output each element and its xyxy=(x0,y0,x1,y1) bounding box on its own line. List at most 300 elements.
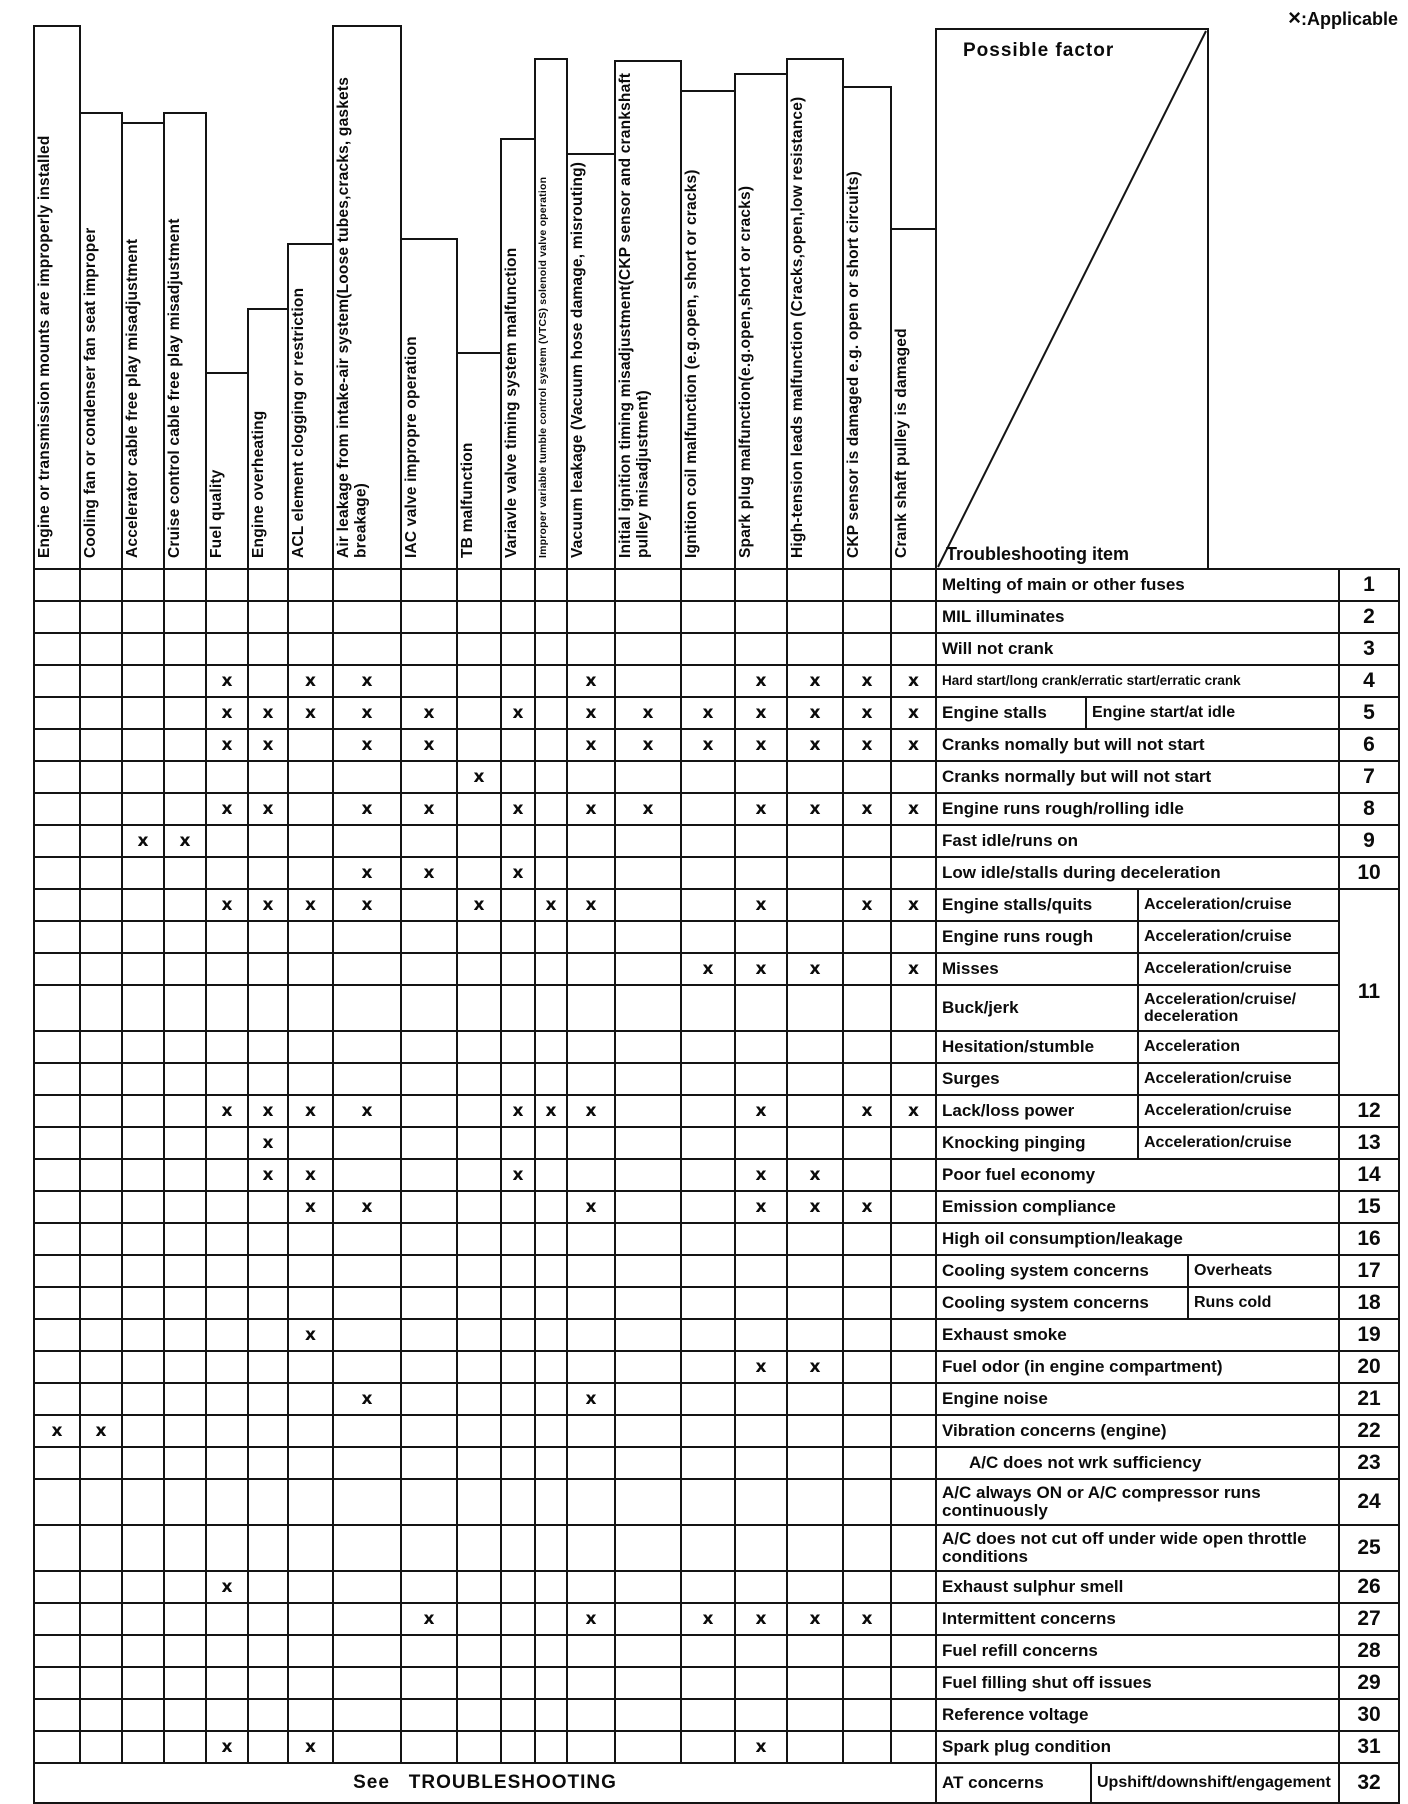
matrix-cell xyxy=(842,600,892,634)
matrix-cell xyxy=(500,664,536,698)
matrix-cell xyxy=(614,1158,682,1192)
matrix-cell xyxy=(456,1382,502,1416)
matrix-cell xyxy=(33,1286,81,1320)
matrix-cell xyxy=(680,1062,736,1096)
matrix-cell xyxy=(456,1446,502,1480)
matrix-cell xyxy=(456,1730,502,1764)
matrix-cell xyxy=(287,984,334,1032)
matrix-cell xyxy=(534,1730,568,1764)
matrix-cell xyxy=(79,1318,123,1352)
matrix-cell xyxy=(205,1158,249,1192)
matrix-cell xyxy=(121,1698,165,1732)
matrix-cell xyxy=(500,728,536,762)
matrix-cell xyxy=(534,1158,568,1192)
matrix-cell xyxy=(33,760,81,794)
applicable-mark: x xyxy=(566,728,616,762)
matrix-cell xyxy=(614,1414,682,1448)
matrix-cell xyxy=(890,1666,937,1700)
matrix-cell xyxy=(121,1570,165,1604)
matrix-cell xyxy=(734,1634,788,1668)
matrix-cell xyxy=(614,920,682,954)
matrix-cell xyxy=(890,1030,937,1064)
matrix-cell xyxy=(163,1414,207,1448)
applicable-mark: x xyxy=(287,1158,334,1192)
matrix-cell xyxy=(332,1414,402,1448)
row-number: 20 xyxy=(1338,1350,1400,1384)
matrix-cell xyxy=(79,1730,123,1764)
factor-header xyxy=(614,60,682,570)
matrix-cell xyxy=(400,600,458,634)
factor-header-label: ACL element clogging or restriction xyxy=(290,287,307,558)
applicable-mark: x xyxy=(332,856,402,890)
row-label: A/C does not wrk sufficiency xyxy=(935,1446,1340,1480)
matrix-cell xyxy=(163,792,207,826)
factor-header-label: Engine overheating xyxy=(250,410,267,558)
matrix-cell xyxy=(247,1698,289,1732)
matrix-cell xyxy=(79,1446,123,1480)
matrix-cell xyxy=(332,1698,402,1732)
matrix-cell xyxy=(332,1666,402,1700)
matrix-cell xyxy=(734,920,788,954)
matrix-cell xyxy=(287,1634,334,1668)
row-label: MIL illuminates xyxy=(935,600,1340,634)
matrix-cell xyxy=(205,824,249,858)
matrix-cell xyxy=(400,760,458,794)
matrix-cell xyxy=(247,1666,289,1700)
matrix-cell xyxy=(734,1254,788,1288)
row-label: Misses xyxy=(935,952,1139,986)
matrix-cell xyxy=(500,1524,536,1572)
row-label: Knocking pinging xyxy=(935,1126,1139,1160)
matrix-cell xyxy=(247,1524,289,1572)
applicable-mark: x xyxy=(786,1190,844,1224)
factor-header-label: Cruise control cable free play misadjustment xyxy=(166,218,183,558)
row-label: Spark plug condition xyxy=(935,1730,1340,1764)
matrix-cell xyxy=(400,824,458,858)
applicable-mark: x xyxy=(786,728,844,762)
matrix-cell xyxy=(205,1478,249,1526)
matrix-cell xyxy=(842,1666,892,1700)
row-label: Melting of main or other fuses xyxy=(935,568,1340,602)
matrix-cell xyxy=(287,920,334,954)
diagonal-divider-line xyxy=(937,30,1207,568)
matrix-cell xyxy=(534,632,568,666)
row-label: Fuel filling shut off issues xyxy=(935,1666,1340,1700)
matrix-cell xyxy=(890,824,937,858)
matrix-cell xyxy=(332,1634,402,1668)
matrix-cell xyxy=(566,632,616,666)
matrix-cell xyxy=(890,1414,937,1448)
matrix-cell xyxy=(247,1570,289,1604)
matrix-cell xyxy=(734,1222,788,1256)
matrix-cell xyxy=(786,1094,844,1128)
matrix-cell xyxy=(890,1382,937,1416)
matrix-cell xyxy=(842,1318,892,1352)
matrix-cell xyxy=(614,1126,682,1160)
matrix-cell xyxy=(614,952,682,986)
matrix-cell xyxy=(79,1190,123,1224)
matrix-cell xyxy=(566,1318,616,1352)
applicable-mark: x xyxy=(734,664,788,698)
matrix-cell xyxy=(786,1698,844,1732)
matrix-cell xyxy=(332,1446,402,1480)
applicable-mark: x xyxy=(842,696,892,730)
factor-header xyxy=(33,25,81,570)
matrix-cell xyxy=(33,1318,81,1352)
matrix-cell xyxy=(79,952,123,986)
matrix-cell xyxy=(121,1126,165,1160)
matrix-cell xyxy=(786,760,844,794)
row-label: Vibration concerns (engine) xyxy=(935,1414,1340,1448)
matrix-cell xyxy=(680,568,736,602)
matrix-cell xyxy=(163,1126,207,1160)
matrix-cell xyxy=(680,856,736,890)
matrix-cell xyxy=(400,1190,458,1224)
matrix-cell xyxy=(500,824,536,858)
applicable-mark: x xyxy=(842,728,892,762)
matrix-cell xyxy=(680,1570,736,1604)
matrix-cell xyxy=(890,1254,937,1288)
row-number: 8 xyxy=(1338,792,1400,826)
matrix-cell xyxy=(456,984,502,1032)
matrix-cell xyxy=(566,920,616,954)
matrix-cell xyxy=(786,1030,844,1064)
matrix-cell xyxy=(247,1286,289,1320)
matrix-cell xyxy=(400,1318,458,1352)
matrix-cell xyxy=(614,568,682,602)
matrix-cell xyxy=(33,1602,81,1636)
matrix-cell xyxy=(247,856,289,890)
matrix-cell xyxy=(121,1602,165,1636)
matrix-cell xyxy=(842,632,892,666)
row-label: A/C always ON or A/C compressor runs continuously xyxy=(935,1478,1340,1526)
matrix-cell xyxy=(205,1222,249,1256)
matrix-cell xyxy=(79,1126,123,1160)
factor-header xyxy=(534,58,568,570)
row-label: Fuel odor (in engine compartment) xyxy=(935,1350,1340,1384)
factor-header-label: Initial ignition timing misadjustment(CKP sensor and crankshaft pulley misadjustment) xyxy=(617,72,652,558)
applicable-mark: x xyxy=(614,792,682,826)
matrix-cell xyxy=(786,1478,844,1526)
matrix-cell xyxy=(332,632,402,666)
matrix-cell xyxy=(79,792,123,826)
matrix-cell xyxy=(456,632,502,666)
row-number: 32 xyxy=(1338,1762,1400,1804)
matrix-cell xyxy=(500,1030,536,1064)
matrix-cell xyxy=(500,984,536,1032)
matrix-cell xyxy=(614,1478,682,1526)
factor-header xyxy=(734,73,788,570)
applicable-mark: x xyxy=(890,728,937,762)
matrix-cell xyxy=(534,1254,568,1288)
applicable-mark: x xyxy=(163,824,207,858)
matrix-cell xyxy=(680,1286,736,1320)
matrix-cell xyxy=(205,1446,249,1480)
matrix-cell xyxy=(33,1094,81,1128)
row-number: 6 xyxy=(1338,728,1400,762)
matrix-cell xyxy=(287,1698,334,1732)
matrix-cell xyxy=(734,1126,788,1160)
matrix-cell xyxy=(33,568,81,602)
row-label: AT concerns xyxy=(935,1762,1092,1804)
applicable-mark: x xyxy=(842,664,892,698)
matrix-cell xyxy=(500,1478,536,1526)
matrix-cell xyxy=(163,568,207,602)
matrix-cell xyxy=(332,1286,402,1320)
matrix-cell xyxy=(79,1698,123,1732)
matrix-cell xyxy=(534,1478,568,1526)
matrix-cell xyxy=(566,1634,616,1668)
matrix-cell xyxy=(400,632,458,666)
matrix-cell xyxy=(205,632,249,666)
matrix-cell xyxy=(842,856,892,890)
matrix-cell xyxy=(121,632,165,666)
matrix-cell xyxy=(163,728,207,762)
matrix-cell xyxy=(614,1318,682,1352)
matrix-cell xyxy=(734,600,788,634)
matrix-cell xyxy=(680,1126,736,1160)
matrix-cell xyxy=(842,952,892,986)
matrix-cell xyxy=(33,1524,81,1572)
matrix-cell xyxy=(163,1350,207,1384)
row-label: Cranks nomally but will not start xyxy=(935,728,1340,762)
matrix-cell xyxy=(205,920,249,954)
applicable-mark: x xyxy=(332,696,402,730)
matrix-cell xyxy=(163,1570,207,1604)
matrix-cell xyxy=(121,1446,165,1480)
matrix-cell xyxy=(534,1062,568,1096)
matrix-cell xyxy=(332,1478,402,1526)
matrix-cell xyxy=(680,792,736,826)
matrix-cell xyxy=(247,952,289,986)
matrix-cell xyxy=(614,664,682,698)
matrix-cell xyxy=(614,1634,682,1668)
matrix-cell xyxy=(500,568,536,602)
applicable-mark: x xyxy=(680,1602,736,1636)
matrix-cell xyxy=(400,1094,458,1128)
matrix-cell xyxy=(842,1350,892,1384)
applicable-mark: x xyxy=(786,696,844,730)
matrix-cell xyxy=(287,600,334,634)
troubleshooting-item-heading: Troubleshooting item xyxy=(946,544,1129,564)
matrix-cell xyxy=(33,1478,81,1526)
matrix-cell xyxy=(500,1382,536,1416)
matrix-cell xyxy=(534,1030,568,1064)
matrix-cell xyxy=(680,888,736,922)
matrix-cell xyxy=(500,1570,536,1604)
matrix-cell xyxy=(500,1318,536,1352)
matrix-cell xyxy=(842,1414,892,1448)
matrix-cell xyxy=(400,1414,458,1448)
matrix-cell xyxy=(842,1570,892,1604)
matrix-cell xyxy=(33,792,81,826)
matrix-cell xyxy=(614,1730,682,1764)
matrix-cell xyxy=(287,856,334,890)
matrix-cell xyxy=(163,1062,207,1096)
matrix-cell xyxy=(734,984,788,1032)
matrix-cell xyxy=(121,1286,165,1320)
matrix-cell xyxy=(332,1030,402,1064)
row-number: 31 xyxy=(1338,1730,1400,1764)
row-number: 29 xyxy=(1338,1666,1400,1700)
matrix-cell xyxy=(734,1478,788,1526)
matrix-cell xyxy=(332,1602,402,1636)
matrix-cell xyxy=(163,952,207,986)
factor-header-label: CKP sensor is damaged e.g. open or short circuits) xyxy=(845,171,862,558)
matrix-cell xyxy=(890,856,937,890)
matrix-cell xyxy=(456,568,502,602)
matrix-cell xyxy=(121,1524,165,1572)
applicable-mark: x xyxy=(842,1602,892,1636)
matrix-cell xyxy=(890,1634,937,1668)
matrix-cell xyxy=(79,1634,123,1668)
factor-header-label: Improper variable tumble control system (VTCS) solenoid valve operation xyxy=(537,176,549,558)
matrix-cell xyxy=(566,824,616,858)
matrix-cell xyxy=(566,760,616,794)
applicable-mark: x xyxy=(456,760,502,794)
matrix-cell xyxy=(734,1666,788,1700)
factor-header-label: TB malfunction xyxy=(459,442,476,558)
matrix-cell xyxy=(842,1158,892,1192)
matrix-cell xyxy=(614,1666,682,1700)
matrix-cell xyxy=(456,1286,502,1320)
factor-header xyxy=(332,25,402,570)
applicable-mark: x xyxy=(500,1158,536,1192)
applicable-mark: x xyxy=(247,1094,289,1128)
matrix-cell xyxy=(786,1062,844,1096)
matrix-cell xyxy=(332,1126,402,1160)
matrix-cell xyxy=(332,1318,402,1352)
matrix-cell xyxy=(890,1190,937,1224)
matrix-cell xyxy=(456,1062,502,1096)
matrix-cell xyxy=(33,1350,81,1384)
matrix-cell xyxy=(614,1254,682,1288)
matrix-cell xyxy=(614,1222,682,1256)
matrix-cell xyxy=(500,1414,536,1448)
matrix-cell xyxy=(121,1094,165,1128)
matrix-cell xyxy=(121,1030,165,1064)
matrix-cell xyxy=(566,1286,616,1320)
matrix-cell xyxy=(786,1634,844,1668)
matrix-cell xyxy=(680,1222,736,1256)
matrix-cell xyxy=(400,1524,458,1572)
applicable-mark: x xyxy=(566,1602,616,1636)
applicable-mark: x xyxy=(205,728,249,762)
applicable-mark: x xyxy=(734,792,788,826)
matrix-cell xyxy=(332,568,402,602)
matrix-cell xyxy=(163,984,207,1032)
row-number: 18 xyxy=(1338,1286,1400,1320)
matrix-cell xyxy=(842,1730,892,1764)
matrix-cell xyxy=(79,1030,123,1064)
diagonal-corner-box xyxy=(935,28,1209,570)
applicable-mark: x xyxy=(247,888,289,922)
matrix-cell xyxy=(566,568,616,602)
row-sublabel: Overheats xyxy=(1187,1254,1340,1288)
matrix-cell xyxy=(456,1318,502,1352)
matrix-cell xyxy=(121,1222,165,1256)
applicable-mark: x xyxy=(33,1414,81,1448)
matrix-cell xyxy=(332,1570,402,1604)
row-label: Cooling system concerns xyxy=(935,1286,1189,1320)
matrix-cell xyxy=(456,1158,502,1192)
matrix-cell xyxy=(79,632,123,666)
applicable-mark: x xyxy=(205,792,249,826)
matrix-cell xyxy=(121,792,165,826)
matrix-cell xyxy=(534,1570,568,1604)
applicable-mark: x xyxy=(287,1094,334,1128)
matrix-cell xyxy=(842,1030,892,1064)
matrix-cell xyxy=(734,1446,788,1480)
matrix-cell xyxy=(680,1094,736,1128)
matrix-cell xyxy=(163,1190,207,1224)
matrix-cell xyxy=(287,568,334,602)
matrix-cell xyxy=(287,1350,334,1384)
matrix-cell xyxy=(247,920,289,954)
matrix-cell xyxy=(79,888,123,922)
matrix-cell xyxy=(205,1350,249,1384)
matrix-cell xyxy=(890,1570,937,1604)
row-label: Engine runs rough/rolling idle xyxy=(935,792,1340,826)
matrix-cell xyxy=(332,1730,402,1764)
matrix-cell xyxy=(566,1030,616,1064)
matrix-cell xyxy=(33,1634,81,1668)
row-label: Surges xyxy=(935,1062,1139,1096)
matrix-cell xyxy=(566,1222,616,1256)
matrix-cell xyxy=(456,1094,502,1128)
matrix-cell xyxy=(786,1666,844,1700)
matrix-cell xyxy=(205,1602,249,1636)
matrix-cell xyxy=(500,760,536,794)
matrix-cell xyxy=(205,1524,249,1572)
applicable-mark: x xyxy=(842,1094,892,1128)
row-number: 26 xyxy=(1338,1570,1400,1604)
matrix-cell xyxy=(734,1698,788,1732)
matrix-cell xyxy=(534,952,568,986)
matrix-cell xyxy=(842,1634,892,1668)
row-sublabel: Acceleration/​cruise xyxy=(1137,920,1340,954)
matrix-cell xyxy=(566,1478,616,1526)
matrix-cell xyxy=(534,1602,568,1636)
matrix-cell xyxy=(680,1318,736,1352)
matrix-cell xyxy=(614,1286,682,1320)
applicable-mark: x xyxy=(500,1094,536,1128)
row-sublabel: Acceleration/​cruise xyxy=(1137,1062,1340,1096)
applicable-mark: x xyxy=(566,696,616,730)
applicable-mark: x xyxy=(400,728,458,762)
factor-header-label: High-tension leads malfunction (Cracks,open,low resistance) xyxy=(789,96,806,558)
matrix-cell xyxy=(890,1062,937,1096)
matrix-cell xyxy=(79,1350,123,1384)
matrix-cell xyxy=(566,1350,616,1384)
matrix-cell xyxy=(500,1222,536,1256)
applicable-mark: x xyxy=(786,1350,844,1384)
matrix-cell xyxy=(400,1634,458,1668)
matrix-cell xyxy=(400,664,458,698)
matrix-cell xyxy=(842,1254,892,1288)
matrix-cell xyxy=(890,1126,937,1160)
matrix-cell xyxy=(163,760,207,794)
matrix-cell xyxy=(456,1254,502,1288)
matrix-cell xyxy=(786,600,844,634)
matrix-cell xyxy=(456,1634,502,1668)
matrix-cell xyxy=(614,760,682,794)
matrix-cell xyxy=(500,1126,536,1160)
applicable-mark: x xyxy=(734,1094,788,1128)
matrix-cell xyxy=(33,1222,81,1256)
matrix-cell xyxy=(79,1254,123,1288)
matrix-cell xyxy=(786,1126,844,1160)
